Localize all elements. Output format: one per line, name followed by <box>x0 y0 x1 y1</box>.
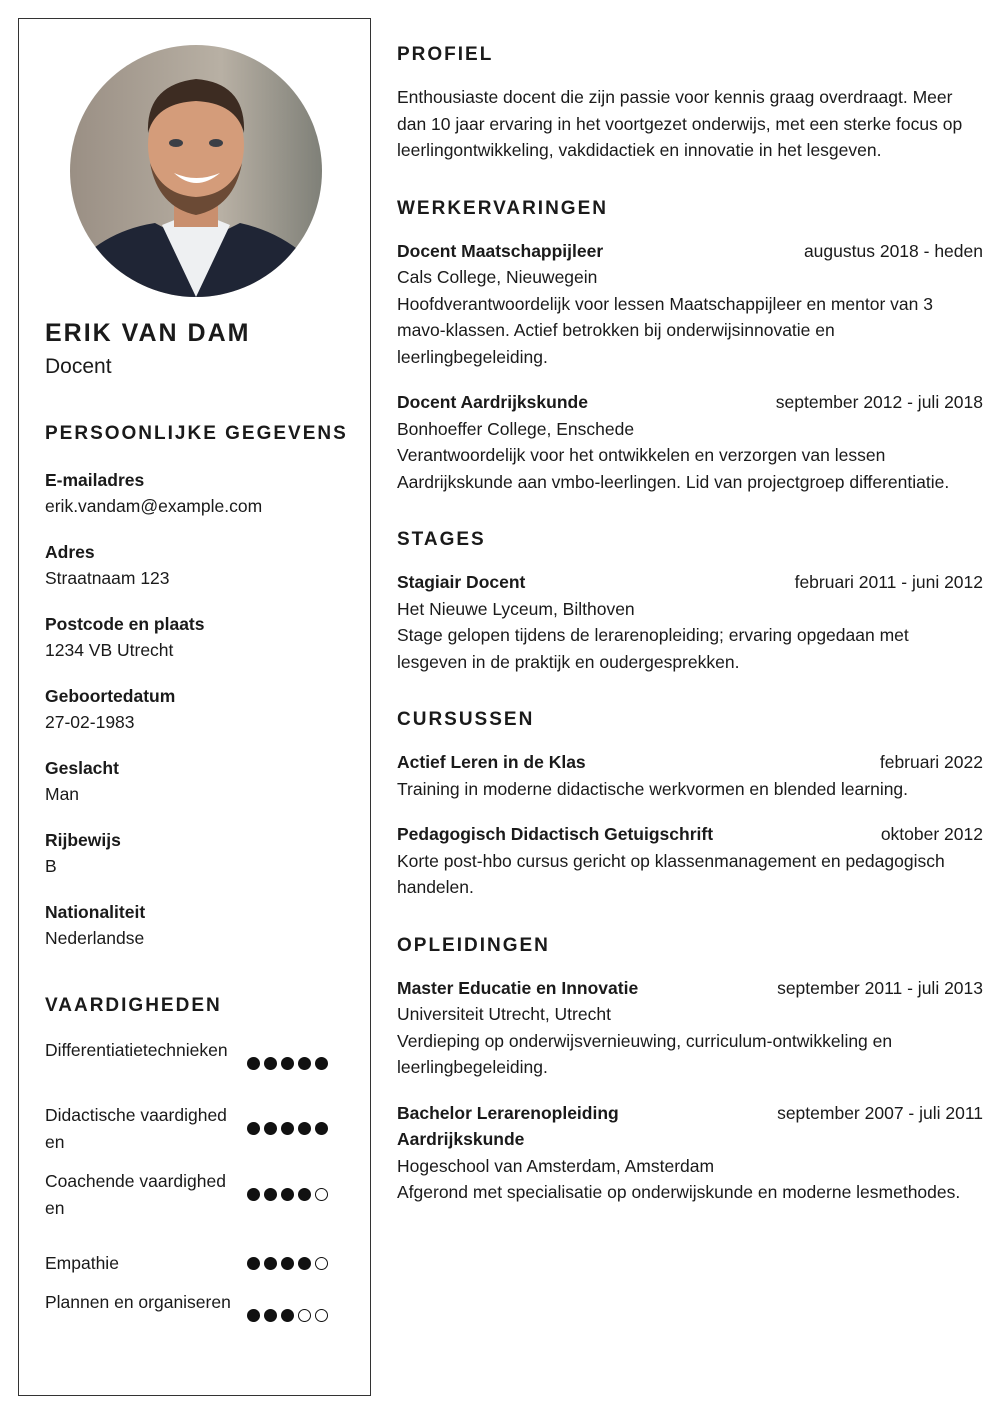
entry-title: Actief Leren in de Klas <box>397 752 586 772</box>
field-value: erik.vandam@example.com <box>45 496 263 516</box>
skill-rating <box>247 1257 328 1270</box>
filled-dot-icon <box>247 1122 260 1135</box>
profile-section <box>397 44 983 164</box>
skill-name: Didactische vaardigheden <box>45 1105 227 1152</box>
course-entry <box>397 821 983 901</box>
entry-date: september 2011 - juli 2013 <box>777 977 983 998</box>
entry-organization: Hogeschool van Amsterdam, Amsterdam <box>397 1155 715 1176</box>
entry-organization: Bonhoeffer College, Enschede <box>397 418 635 439</box>
entry-title: Bachelor Lerarenopleiding Aardrijkskunde <box>397 1102 619 1149</box>
entry-date: augustus 2018 - heden <box>803 240 983 261</box>
work-entry <box>397 389 983 495</box>
field-label: Rijbewijs <box>45 830 121 850</box>
entry-date: september 2007 - juli 2011 <box>777 1102 983 1123</box>
filled-dot-icon <box>247 1188 260 1201</box>
field-label: Postcode en plaats <box>45 614 205 634</box>
skill-rating <box>247 1057 328 1070</box>
profile-text: Enthousiaste docent die zijn passie voor kennis graag overdraagt. Meer dan 10 jaar ervaring in het voortgezet onderwijs, met een sterke focus op leerlingontwikkeling, vakdidactiek en innovatie in het lesgeven. <box>397 87 963 160</box>
filled-dot-icon <box>298 1257 311 1270</box>
course-entry <box>397 749 983 802</box>
field-label: E-mailadres <box>45 470 145 490</box>
internship-entry <box>397 569 983 675</box>
entry-title: Docent Aardrijkskunde <box>397 392 588 412</box>
entry-organization: Universiteit Utrecht, Utrecht <box>397 1004 611 1024</box>
filled-dot-icon <box>281 1188 294 1201</box>
personal-field <box>45 611 355 683</box>
work-heading: WERKERVARINGEN <box>397 197 608 219</box>
filled-dot-icon <box>298 1122 311 1135</box>
entry-organization: Cals College, Nieuwegein <box>397 267 598 287</box>
filled-dot-icon <box>281 1057 294 1070</box>
skill-name: Coachende vaardigheden <box>45 1171 226 1218</box>
field-value: B <box>45 856 57 876</box>
filled-dot-icon <box>264 1188 277 1201</box>
main-content <box>397 44 983 1240</box>
empty-dot-icon <box>315 1309 328 1322</box>
skill-rating <box>247 1122 328 1135</box>
filled-dot-icon <box>298 1057 311 1070</box>
candidate-title: Docent <box>45 355 112 378</box>
filled-dot-icon <box>264 1122 277 1135</box>
field-value: Man <box>45 784 80 804</box>
field-value: 27-02-1983 <box>45 712 135 732</box>
field-value: Nederlandse <box>45 928 145 948</box>
entry-description: Stage gelopen tijdens de lerarenopleiding; ervaring opgedaan met lesgeven in de praktijk en oudergesprekken. <box>397 625 909 672</box>
entry-title: Pedagogisch Didactisch Getuigschrift <box>397 824 714 844</box>
entry-title: Stagiair Docent <box>397 572 526 592</box>
sidebar <box>18 18 371 1396</box>
filled-dot-icon <box>315 1057 328 1070</box>
profile-heading: PROFIEL <box>397 44 494 65</box>
entry-description: Verantwoordelijk voor het ontwikkelen en verzorgen van lessen Aardrijkskunde aan vmbo-leerlingen. Lid van projectgroep differentiatie. <box>397 445 950 492</box>
entry-title: Master Educatie en Innovatie <box>397 977 639 998</box>
skills-section <box>45 995 355 1312</box>
skill-rating <box>247 1188 328 1201</box>
candidate-name: ERIK VAN DAM <box>45 319 251 347</box>
filled-dot-icon <box>281 1309 294 1322</box>
skills-heading: VAARDIGHEDEN <box>45 995 222 1016</box>
filled-dot-icon <box>264 1309 277 1322</box>
education-entry <box>397 1100 983 1206</box>
personal-field <box>45 683 355 755</box>
field-value: 1234 VB Utrecht <box>45 640 174 660</box>
entry-organization: Het Nieuwe Lyceum, Bilthoven <box>397 598 635 619</box>
education-heading: OPLEIDINGEN <box>397 934 550 956</box>
personal-field <box>45 899 355 971</box>
filled-dot-icon <box>247 1057 260 1070</box>
field-value: Straatnaam 123 <box>45 568 170 588</box>
filled-dot-icon <box>264 1257 277 1270</box>
personal-field <box>45 539 355 611</box>
work-experience-section <box>397 198 983 496</box>
skill-name: Differentiatietechnieken <box>45 1040 228 1060</box>
filled-dot-icon <box>247 1257 260 1270</box>
entry-title: Docent Maatschappijleer <box>397 240 604 261</box>
field-label: Geslacht <box>45 758 119 778</box>
personal-field <box>45 467 355 539</box>
entry-date: februari 2022 <box>879 752 983 772</box>
profile-photo <box>70 45 322 297</box>
skill-rating <box>247 1309 328 1322</box>
courses-heading: CURSUSSEN <box>397 709 535 730</box>
filled-dot-icon <box>281 1122 294 1135</box>
entry-description: Hoofdverantwoordelijk voor lessen Maatschappijleer en mentor van 3 mavo-klassen. Actief betrokken bij onderwijsinnovatie en leerlingbegeleiding. <box>397 293 933 367</box>
entry-date: september 2012 - juli 2018 <box>775 392 983 412</box>
field-label: Geboortedatum <box>45 686 176 706</box>
entry-description: Korte post-hbo cursus gericht op klassenmanagement en pedagogisch handelen. <box>397 850 945 897</box>
filled-dot-icon <box>298 1188 311 1201</box>
courses-section <box>397 709 983 901</box>
empty-dot-icon <box>315 1257 328 1270</box>
personal-field <box>45 755 355 827</box>
education-entry <box>397 975 983 1081</box>
personal-details-section <box>45 423 355 971</box>
empty-dot-icon <box>315 1188 328 1201</box>
field-label: Nationaliteit <box>45 902 146 922</box>
entry-description: Afgerond met specialisatie op onderwijskunde en moderne lesmethodes. <box>397 1182 961 1202</box>
personal-details-heading: PERSOONLIJKE GEGEVENS <box>45 423 348 444</box>
empty-dot-icon <box>298 1309 311 1322</box>
personal-field <box>45 827 355 899</box>
filled-dot-icon <box>281 1257 294 1270</box>
field-label: Adres <box>45 542 95 562</box>
internships-section <box>397 529 983 675</box>
education-section <box>397 935 983 1206</box>
entry-date: oktober 2012 <box>880 824 983 844</box>
skill-name: Plannen en organiseren <box>45 1292 231 1312</box>
skill-name: Empathie <box>45 1253 119 1273</box>
filled-dot-icon <box>247 1309 260 1322</box>
filled-dot-icon <box>264 1057 277 1070</box>
filled-dot-icon <box>315 1122 328 1135</box>
portrait-image <box>70 45 322 297</box>
work-entry <box>397 238 983 371</box>
entry-description: Training in moderne didactische werkvormen en blended learning. <box>397 778 909 799</box>
internships-heading: STAGES <box>397 529 486 550</box>
entry-date: februari 2011 - juni 2012 <box>794 572 983 592</box>
entry-description: Verdieping op onderwijsvernieuwing, curriculum-ontwikkeling en leerlingbegeleiding. <box>397 1030 893 1077</box>
